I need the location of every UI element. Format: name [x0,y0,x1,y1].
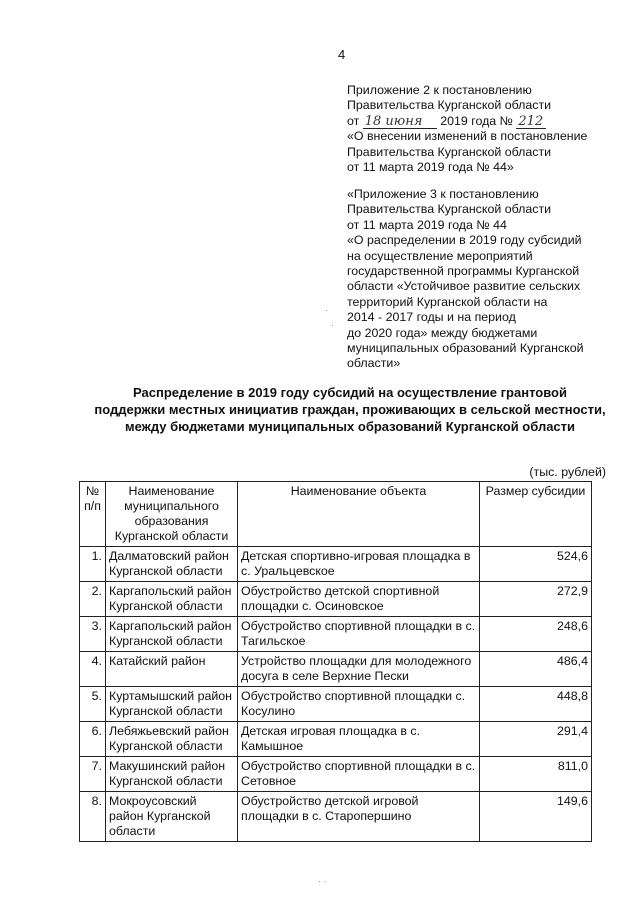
table-row [80,757,592,792]
cell-municipality: Мокроусовский район Курганской области [106,792,238,842]
cell-amount: 524,6 [480,547,592,582]
annex-line: от 11 марта 2019 года № 44» [347,160,514,175]
cell-amount: 448,8 [480,687,592,722]
cell-municipality: Далматовский район Курганской области [106,547,238,582]
annex-header [347,83,587,175]
page-number: 4 [338,47,346,62]
annex3-line: области «Устойчивое развитие сельских [347,279,581,294]
scan-mark: · [331,320,334,330]
table-row [80,617,592,652]
cell-num: 5. [80,687,106,722]
title-line: между бюджетами муниципальных образований Курганской области [124,419,576,434]
cell-amount: 811,0 [480,757,592,792]
cell-municipality: Куртамышский район Курганской области [106,687,238,722]
table-row [80,652,592,687]
annex3-line: Правительства Курганской области [347,202,552,217]
annex3-line: территорий Курганской области на [347,294,548,309]
cell-object: Обустройство детской игровой площадки в с. Старопершино [238,792,480,842]
annex-line: Правительства Курганской области [347,98,552,113]
cell-amount: 291,4 [480,722,592,757]
annex-from-suffix: 2019 года № [440,113,513,128]
annex3-line: «Приложение 3 к постановлению [347,187,539,201]
cell-num: 6. [80,722,106,757]
annex-date-line [347,114,587,129]
cell-object: Обустройство спортивной площадки с. Косулино [238,687,480,722]
cell-num: 2. [80,582,106,617]
annex-line: «О внесении изменений в постановление [347,129,588,144]
cell-amount: 272,9 [480,582,592,617]
header-num: № п/п [80,482,106,547]
document-title [40,384,640,435]
table-row [80,547,592,582]
title-line: поддержки местных инициатив граждан, проживающих в сельской местности, [94,402,606,417]
cell-num: 7. [80,757,106,792]
cell-municipality: Лебяжьевский район Курганской области [106,722,238,757]
cell-num: 4. [80,652,106,687]
handwritten-number: 212 [516,116,546,129]
cell-municipality: Каргапольский район Курганской области [106,617,238,652]
annex-line: Приложение 2 к постановлению [347,83,532,97]
cell-municipality: Катайский район [106,652,238,687]
annex3-line: «О распределении в 2019 году субсидий [347,233,582,248]
cell-object: Детская игровая площадка в с. Камышное [238,722,480,757]
cell-object: Обустройство спортивной площадки в с. Сетовное [238,757,480,792]
scan-mark: · · [318,876,327,886]
cell-amount: 149,6 [480,792,592,842]
cell-object: Обустройство спортивной площадки в с. Тагильское [238,617,480,652]
header-amount: Размер субсидии [480,482,592,547]
header-municipality: Наименование муниципального образования Курганской области [106,482,238,547]
table-row [80,687,592,722]
header-object: Наименование объекта [238,482,480,547]
cell-num: 8. [80,792,106,842]
cell-object: Устройство площадки для молодежного досуга в селе Верхние Пески [238,652,480,687]
handwritten-date: 18 июня [363,116,437,129]
title-line: Распределение в 2019 году субсидий на осуществление грантовой [133,385,567,400]
annex-from-prefix: от [347,113,360,128]
annex-line: Правительства Курганской области [347,144,552,159]
annex3-line: 2014 - 2017 годы и на период [347,310,516,325]
annex3-block [347,187,584,372]
annex3-line: от 11 марта 2019 года № 44 [347,217,507,232]
table-row [80,792,592,842]
cell-object: Детская спортивно-игровая площадка в с. Уральцевское [238,547,480,582]
cell-municipality: Каргапольский район Курганской области [106,582,238,617]
units-label: (тыс. рублей) [529,465,606,479]
annex3-line: до 2020 года» между бюджетами [347,325,538,340]
cell-amount: 486,4 [480,652,592,687]
annex3-line: государственной программы Курганской [347,264,580,279]
cell-num: 3. [80,617,106,652]
subsidy-table [79,481,592,842]
table-row [80,582,592,617]
cell-object: Обустройство детской спортивной площадки с. Осиновское [238,582,480,617]
cell-amount: 248,6 [480,617,592,652]
table-header-row [80,482,592,547]
annex3-line: области» [347,356,401,371]
scan-mark: · [325,305,328,315]
annex3-line: на осуществление мероприятий [347,248,533,263]
cell-num: 1. [80,547,106,582]
annex3-line: муниципальных образований Курганской [347,341,584,356]
table-row [80,722,592,757]
cell-municipality: Макушинский район Курганской области [106,757,238,792]
